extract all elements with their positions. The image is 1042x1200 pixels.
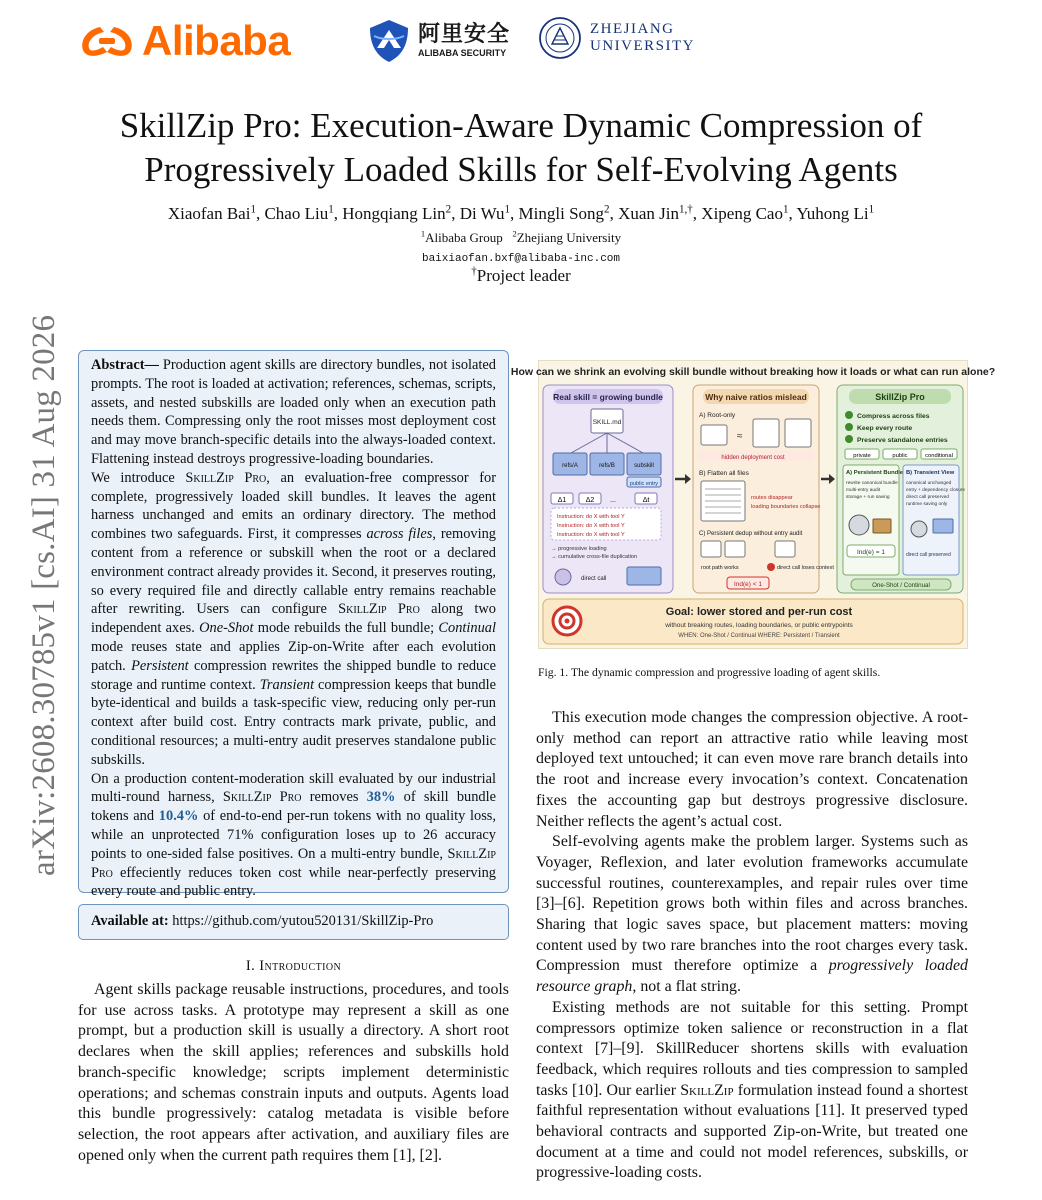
abstract-paragraph-2 — [91, 469, 496, 770]
text-run: SkillZip Pro — [338, 601, 420, 618]
figure-diagram — [510, 361, 996, 648]
project-leader-note — [0, 266, 1042, 286]
stack-of-files-icon — [753, 419, 779, 447]
text-run: progressively loaded resource graph — [536, 957, 968, 996]
routes-disappear: routes disappear — [751, 495, 793, 501]
alibaba-mark-icon — [78, 21, 136, 61]
goal-subtitle: without breaking routes, loading boundaries, or public entrypoints — [665, 622, 853, 629]
flatten-label: B) Flatten all files — [699, 470, 749, 477]
check-compress: Compress across files — [857, 413, 930, 420]
direct-call-label: direct call — [581, 576, 607, 582]
text-run: compression rewrites the shipped bundle to reduce storage and runtime context. — [91, 657, 496, 693]
text-run: of skill bundle tokens and — [91, 789, 496, 825]
abstract-text-1: Production agent skills are directory bundles, not isolated prompts. The root is loaded at activation; references, schemas, scripts, assets, and nested subskills are loaded only when an execution path needs them. Compressing only the root misses most deployment cost and may move branch-specific details into the always-loaded context. Flattening instead destroys progressive-loading boundaries. — [91, 357, 496, 467]
file-icon — [701, 541, 721, 557]
author-name: Xipeng Cao$^1$ — [701, 203, 789, 223]
check-entries: Preserve standalone entries — [857, 437, 948, 444]
text-run: mode reuses state and applies Zip-on-Write after each evolution patch. — [91, 638, 496, 674]
text-run: mode rebuilds the full bundle; — [253, 620, 439, 637]
author-name: Mingli Song$^2$ — [518, 203, 610, 223]
tag-private-label: private — [853, 453, 871, 459]
intro-paragraph-3 — [536, 832, 968, 998]
delta-ellipsis: ... — [610, 497, 616, 504]
root-path-label: root path works — [701, 565, 739, 571]
robot-icon — [849, 515, 869, 535]
abstract-paragraph-3 — [91, 770, 496, 902]
text-run: 10.4% — [158, 808, 199, 825]
delta-1: Δ1 — [557, 497, 567, 504]
agent-robot-icon — [555, 569, 571, 585]
target-center — [565, 619, 570, 624]
public-entry-label: public entry — [629, 481, 659, 487]
title-line-1: SkillZip Pro: Execution-Aware Dynamic Compression of — [119, 106, 923, 145]
contact-email[interactable]: baixiaofan.bxf@alibaba-inc.com — [421, 253, 621, 265]
box-icon — [873, 519, 891, 533]
author-name: Yuhong Li$^1$ — [796, 203, 875, 223]
dedup-label: C) Persistent dedup without entry audit — [699, 531, 803, 537]
alibaba-security-logo — [366, 18, 510, 64]
arrow-head-icon — [829, 474, 835, 484]
section-heading-introduction — [78, 958, 509, 975]
loading-boundaries: loading boundaries collapse — [751, 504, 821, 510]
figure-question: How can we shrink an evolving skill bundle without breaking how it loads or what can run alone? — [510, 366, 996, 378]
transient-title: B) Transient View — [906, 470, 955, 476]
ind-good-label: Ind(e) = 1 — [856, 549, 886, 556]
repo-link[interactable]: https://github.com/yutou520131/SkillZip-Pro — [172, 913, 434, 929]
text-run: across files — [366, 526, 433, 543]
university-seal-icon — [538, 16, 582, 60]
left-column-body — [78, 980, 509, 1166]
shield-icon — [366, 18, 412, 64]
tag-public-label: public — [892, 453, 908, 459]
text-run: , an evaluation-free compressor for complete, progressively loaded skill bundles. It leaves the agent harness unchanged and emits an ordinary directory. The method combines two safeguards. First, it compresses — [91, 469, 497, 543]
file-icon — [725, 541, 745, 557]
panel-skillzip-title: SkillZip Pro — [875, 392, 925, 402]
text-run: of end-to-end per-run tokens with no quality loss, while an unprotected 71% configuration loses up to 26 accuracy points to one-sided false positives. On a multi-entry bundle, — [91, 808, 497, 862]
dagger-mark: † — [471, 265, 477, 278]
text-run: effeciently reduces token cost while near-perfectly preserving every route and public entry. — [91, 864, 496, 900]
text-run: , removing content from a reference or subskill when the root or a declared environment contract already provides it. Second, it preserves routing, so every required file and directly callable entry remains reachable after rewriting. Users can configure — [91, 526, 497, 618]
abstract-paragraph-1 — [91, 356, 496, 469]
alibaba-logo — [78, 16, 290, 66]
text-run: Continual — [438, 620, 496, 637]
direct-kept-label: direct call preserved — [906, 552, 951, 558]
legend-duplication: → cumulative cross-file duplication — [551, 554, 638, 560]
robot-icon — [911, 521, 927, 537]
pa-item: multi-entry audit — [846, 488, 881, 493]
ref-b-label: refs/B — [599, 463, 615, 469]
pa-item: storage + run saving — [846, 495, 890, 500]
available-label: Available at: — [91, 913, 169, 929]
file-icon — [775, 541, 795, 557]
pb-item: entry + dependency closure — [906, 488, 966, 493]
author-name: Di Wu$^1$ — [459, 203, 511, 223]
pb-item: runtime saving only — [906, 502, 948, 507]
affiliation: $^1$Alibaba Group — [420, 228, 503, 245]
text-run: We introduce — [91, 469, 186, 486]
title-line-2: Progressively Loaded Skills for Self-Evolving Agents — [144, 150, 898, 189]
text-run: SkillZip — [680, 1081, 734, 1099]
goal-title: Goal: lower stored and per-run cost — [665, 606, 853, 618]
cross-icon — [767, 563, 775, 571]
text-run: Self-evolving agents make the problem larger. Systems such as Voyager, Reflexion, and later evolution frameworks accumulate successful routines, counterexamples, and repair rules over time [3]–[6]. Repetition grows both within files and across branches. Sharing that logic saves space, but placement matters: moving content used by two rare branches into the root charges every task. Compression must therefore optimize a — [536, 833, 968, 975]
author-name: Xiaofan Bai$^1$ — [167, 203, 256, 223]
stack-of-files-icon — [785, 419, 811, 447]
check-icon — [845, 411, 853, 419]
skill-md-label: SKILL.md — [592, 419, 622, 426]
affiliations — [0, 230, 1042, 246]
text-run: 38% — [366, 789, 396, 806]
arxiv-stamp: arXiv:2608.30785v1 [cs.AI] 31 Aug 2026 — [26, 314, 62, 876]
security-en-name: ALIBABA SECURITY — [418, 48, 507, 58]
delta-t: Δt — [642, 497, 650, 504]
check-routes: Keep every route — [857, 425, 913, 432]
intro-paragraph-2: This execution mode changes the compression objective. A root-only method can report an attractive ratio while leaving most deployed text untouched; it can even move rare branch details into the root and increase every invocation’s context. Concatenation fixes the accounting gap but destroys progressive disclosure. Neither reflects the agent’s actual cost. — [536, 709, 968, 830]
zju-line-1: ZHEJIANG — [590, 21, 675, 37]
pb-item: direct call preserved — [906, 495, 949, 500]
text-run: , not a flat string. — [632, 978, 741, 996]
approx-symbol: ≈ — [737, 431, 743, 442]
section-number: I. — [245, 958, 256, 974]
folder-icon — [590, 453, 624, 475]
text-run: Existing methods are not suitable for this setting. Prompt compressors optimize token salience or reconstruction in a flat context [7]–[9]. SkillReducer shortens skills with evaluation feedback, which requires rollouts and ties compression to sampled tasks [10]. Our earlier — [536, 998, 968, 1099]
delta-2: Δ2 — [585, 497, 595, 504]
paper-title — [0, 104, 1042, 192]
check-icon — [845, 435, 853, 443]
mode-label: One-Shot / Continual — [872, 582, 930, 589]
right-column-body — [536, 708, 968, 1184]
hidden-cost-label: hidden deployment cost — [721, 455, 785, 461]
arrow-head-icon — [685, 474, 691, 484]
file-icon — [701, 425, 727, 445]
text-run: SkillZip Pro — [185, 469, 267, 486]
direct-lost-label: direct call loses context — [777, 565, 834, 571]
zju-logo — [538, 16, 695, 60]
text-run: One-Shot — [199, 620, 254, 637]
pb-item: canonical unchanged — [906, 481, 952, 486]
ind-bad-label: Ind(e) < 1 — [733, 581, 763, 588]
alibaba-wordmark: Alibaba — [142, 17, 291, 64]
folder-icon — [627, 567, 661, 585]
security-cn-name: 阿里安全 — [418, 22, 511, 47]
availability-box — [78, 904, 509, 940]
subskill-label: subskill — [634, 463, 654, 469]
text-run: removes — [301, 789, 367, 806]
figure-caption: Fig. 1. The dynamic compression and progressive loading of agent skills. — [538, 666, 881, 679]
intro-paragraph-4 — [536, 998, 968, 1184]
text-run: Persistent — [131, 657, 189, 674]
abstract-label: Abstract— — [91, 357, 159, 373]
ref-a-label: refs/A — [562, 463, 578, 469]
instruction-line: Instruction: do X with tool Y — [557, 532, 625, 538]
instruction-line: Instruction: do X with tool Y — [557, 514, 625, 520]
panel-naive-title: Why naive ratios mislead — [705, 392, 807, 402]
tag-conditional-label: conditional — [925, 453, 953, 459]
author-list: Xiaofan Bai$^1$, Chao Liu$^1$, Hongqiang Lin$^2$, Di Wu$^1$, Mingli Song$^2$, Xuan Jin$^{1,\dagger}$, Xipeng Cao$^1$, Yuhong Li$^1$ — [167, 203, 875, 223]
text-run: formulation instead found a shortest faithful representation without evaluations [11]. It preserved typed behavioral contracts and supported Zip-on-Write, but treated one document at a time and could not model references, subskills, or progressive-loading costs. — [536, 1081, 968, 1182]
root-only-label: A) Root-only — [699, 412, 736, 419]
text-run: along two independent axes. — [91, 601, 496, 637]
instruction-line: Instruction: do X with tool Y — [557, 523, 625, 529]
section-title: Introduction — [259, 958, 342, 974]
panel-bundle-title: Real skill = growing bundle — [553, 392, 663, 402]
author-name: Hongqiang Lin$^2$ — [342, 203, 452, 223]
abstract-box — [78, 350, 509, 900]
text-run: compression keeps that bundle byte-identical and builds a task-specific view, reducing only per-run context after build cost. Entry contracts mark private, public, and conditional resources; a multi-entry audit preserves standalone public subskills. — [91, 676, 496, 768]
figure-1 — [510, 360, 996, 649]
author-name: Xuan Jin$^{1,\dagger}$ — [618, 203, 693, 223]
pa-item: rewrite canonical bundle — [846, 481, 898, 486]
check-icon — [845, 423, 853, 431]
text-run: On a production content-moderation skill evaluated by our industrial multi-round harness, — [91, 770, 496, 806]
folder-icon — [627, 453, 661, 475]
zju-line-2: UNIVERSITY — [590, 38, 695, 54]
text-run: Transient — [259, 676, 315, 693]
goal-when-where: WHEN: One-Shot / Continual WHERE: Persistent / Transient — [678, 633, 840, 639]
text-run: SkillZip Pro — [91, 845, 496, 881]
intro-paragraph-1: Agent skills package reusable instructions, procedures, and tools for use across tasks. A prototype may represent a skill as one prompt, but a production skill is usually a directory. A short root declares when the skill applies; references and subskills hold branch-specific knowledge; scripts implement deterministic operations; and schemas constrain inputs and outputs. Agents load this bundle progressively: catalog metadata is visible before selection, the root appears after activation, and auxiliary files are opened only when the current path requires them [1], [2]. — [78, 981, 509, 1164]
affiliation: $^2$Zhejiang University — [512, 228, 622, 245]
persistent-title: A) Persistent Bundle — [846, 470, 904, 476]
text-run: SkillZip Pro — [222, 789, 302, 806]
folder-icon — [553, 453, 587, 475]
folder-icon — [933, 519, 953, 533]
author-name: Chao Liu$^1$ — [264, 203, 334, 223]
project-leader-label: Project leader — [476, 266, 571, 285]
legend-progressive: → progressive loading — [551, 546, 607, 552]
